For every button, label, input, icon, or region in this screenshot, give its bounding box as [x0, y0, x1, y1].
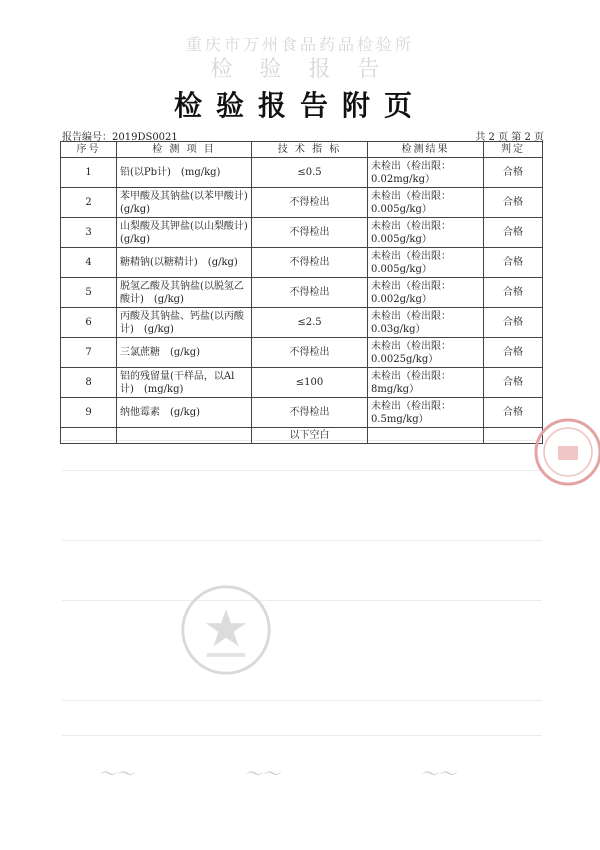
ghost-rule	[62, 600, 542, 601]
row-standard: 不得检出	[252, 218, 368, 248]
ghost-rule	[62, 735, 542, 736]
ghost-rule	[62, 470, 542, 471]
table-row	[61, 158, 543, 188]
row-no: 2	[61, 188, 117, 218]
page-title: 检验报告附页	[173, 89, 426, 122]
footer-empty	[117, 428, 252, 444]
report-number-label: 报告编号：	[62, 132, 112, 143]
header-judgment: 判定	[484, 142, 543, 158]
row-standard: 不得检出	[252, 248, 368, 278]
row-judgment: 合格	[484, 218, 543, 248]
ghost-report-title: 检 验 报 告	[210, 57, 390, 82]
row-judgment: 合格	[484, 158, 543, 188]
table-footer-row	[61, 428, 543, 444]
ghost-rule	[62, 700, 542, 701]
row-item: 铅(以Pb计) (mg/kg)	[117, 158, 252, 188]
table-row	[61, 308, 543, 338]
table-row	[61, 218, 543, 248]
row-result: 未检出（检出限：0.002g/kg）	[368, 278, 484, 308]
header-standard: 技 术 指 标	[252, 142, 368, 158]
row-item: 三氯蔗糖 (g/kg)	[117, 338, 252, 368]
row-result: 未检出（检出限：8mg/kg）	[368, 368, 484, 398]
row-judgment: 合格	[484, 278, 543, 308]
header-item: 检 测 项 目	[117, 142, 252, 158]
row-result: 未检出（检出限：0.0025g/kg）	[368, 338, 484, 368]
row-item: 纳他霉素 (g/kg)	[117, 398, 252, 428]
row-no: 9	[61, 398, 117, 428]
table-row	[61, 338, 543, 368]
table-row	[61, 398, 543, 428]
row-standard: 不得检出	[252, 338, 368, 368]
signature-mark-icon: 〜〜	[420, 764, 456, 785]
table-row	[61, 248, 543, 278]
table-footer-note: 以下空白	[252, 428, 368, 444]
row-no: 8	[61, 368, 117, 398]
row-item: 丙酸及其钠盐、钙盐(以丙酸计) (g/kg)	[117, 308, 252, 338]
row-standard: ≤100	[252, 368, 368, 398]
row-standard: 不得检出	[252, 278, 368, 308]
ghost-org-name: 重庆市万州食品药品检验所	[185, 35, 414, 54]
row-judgment: 合格	[484, 338, 543, 368]
results-table	[60, 141, 543, 444]
row-judgment: 合格	[484, 248, 543, 278]
header-no: 序号	[61, 142, 117, 158]
row-no: 6	[61, 308, 117, 338]
row-result: 未检出（检出限：0.5mg/kg）	[368, 398, 484, 428]
row-no: 3	[61, 218, 117, 248]
row-no: 1	[61, 158, 117, 188]
signature-mark-icon: 〜〜	[244, 764, 280, 785]
row-judgment: 合格	[484, 188, 543, 218]
row-result: 未检出（检出限：0.03g/kg）	[368, 308, 484, 338]
row-no: 4	[61, 248, 117, 278]
row-result: 未检出（检出限：0.005g/kg）	[368, 218, 484, 248]
row-no: 5	[61, 278, 117, 308]
row-standard: 不得检出	[252, 188, 368, 218]
row-judgment: 合格	[484, 398, 543, 428]
row-item: 铝的残留量(干样品，以Al计) (mg/kg)	[117, 368, 252, 398]
table-header-row	[61, 142, 543, 158]
report-meta	[62, 128, 544, 142]
row-result: 未检出（检出限：0.005g/kg）	[368, 188, 484, 218]
row-item: 脱氢乙酸及其钠盐(以脱氢乙酸计) (g/kg)	[117, 278, 252, 308]
row-judgment: 合格	[484, 368, 543, 398]
row-item: 糖精钠(以糖精计) (g/kg)	[117, 248, 252, 278]
row-result: 未检出（检出限：0.005g/kg）	[368, 248, 484, 278]
page-info: 共 2 页 第 2 页	[475, 132, 544, 143]
report-number-value: 2019DS0021	[112, 132, 178, 143]
row-standard: 不得检出	[252, 398, 368, 428]
footer-empty	[61, 428, 117, 444]
row-standard: ≤2.5	[252, 308, 368, 338]
row-standard: ≤0.5	[252, 158, 368, 188]
row-judgment: 合格	[484, 308, 543, 338]
table-row	[61, 278, 543, 308]
row-item: 苯甲酸及其钠盐(以苯甲酸计) (g/kg)	[117, 188, 252, 218]
table-row	[61, 188, 543, 218]
row-result: 未检出（检出限：0.02mg/kg）	[368, 158, 484, 188]
red-stamp-icon	[524, 412, 600, 492]
row-no: 7	[61, 338, 117, 368]
header-result: 检测结果	[368, 142, 484, 158]
signature-mark-icon: 〜〜	[98, 764, 134, 785]
row-item: 山梨酸及其钾盐(以山梨酸计) (g/kg)	[117, 218, 252, 248]
table-row	[61, 368, 543, 398]
footer-empty	[368, 428, 484, 444]
official-seal-icon	[178, 582, 274, 678]
ghost-rule	[62, 540, 542, 541]
